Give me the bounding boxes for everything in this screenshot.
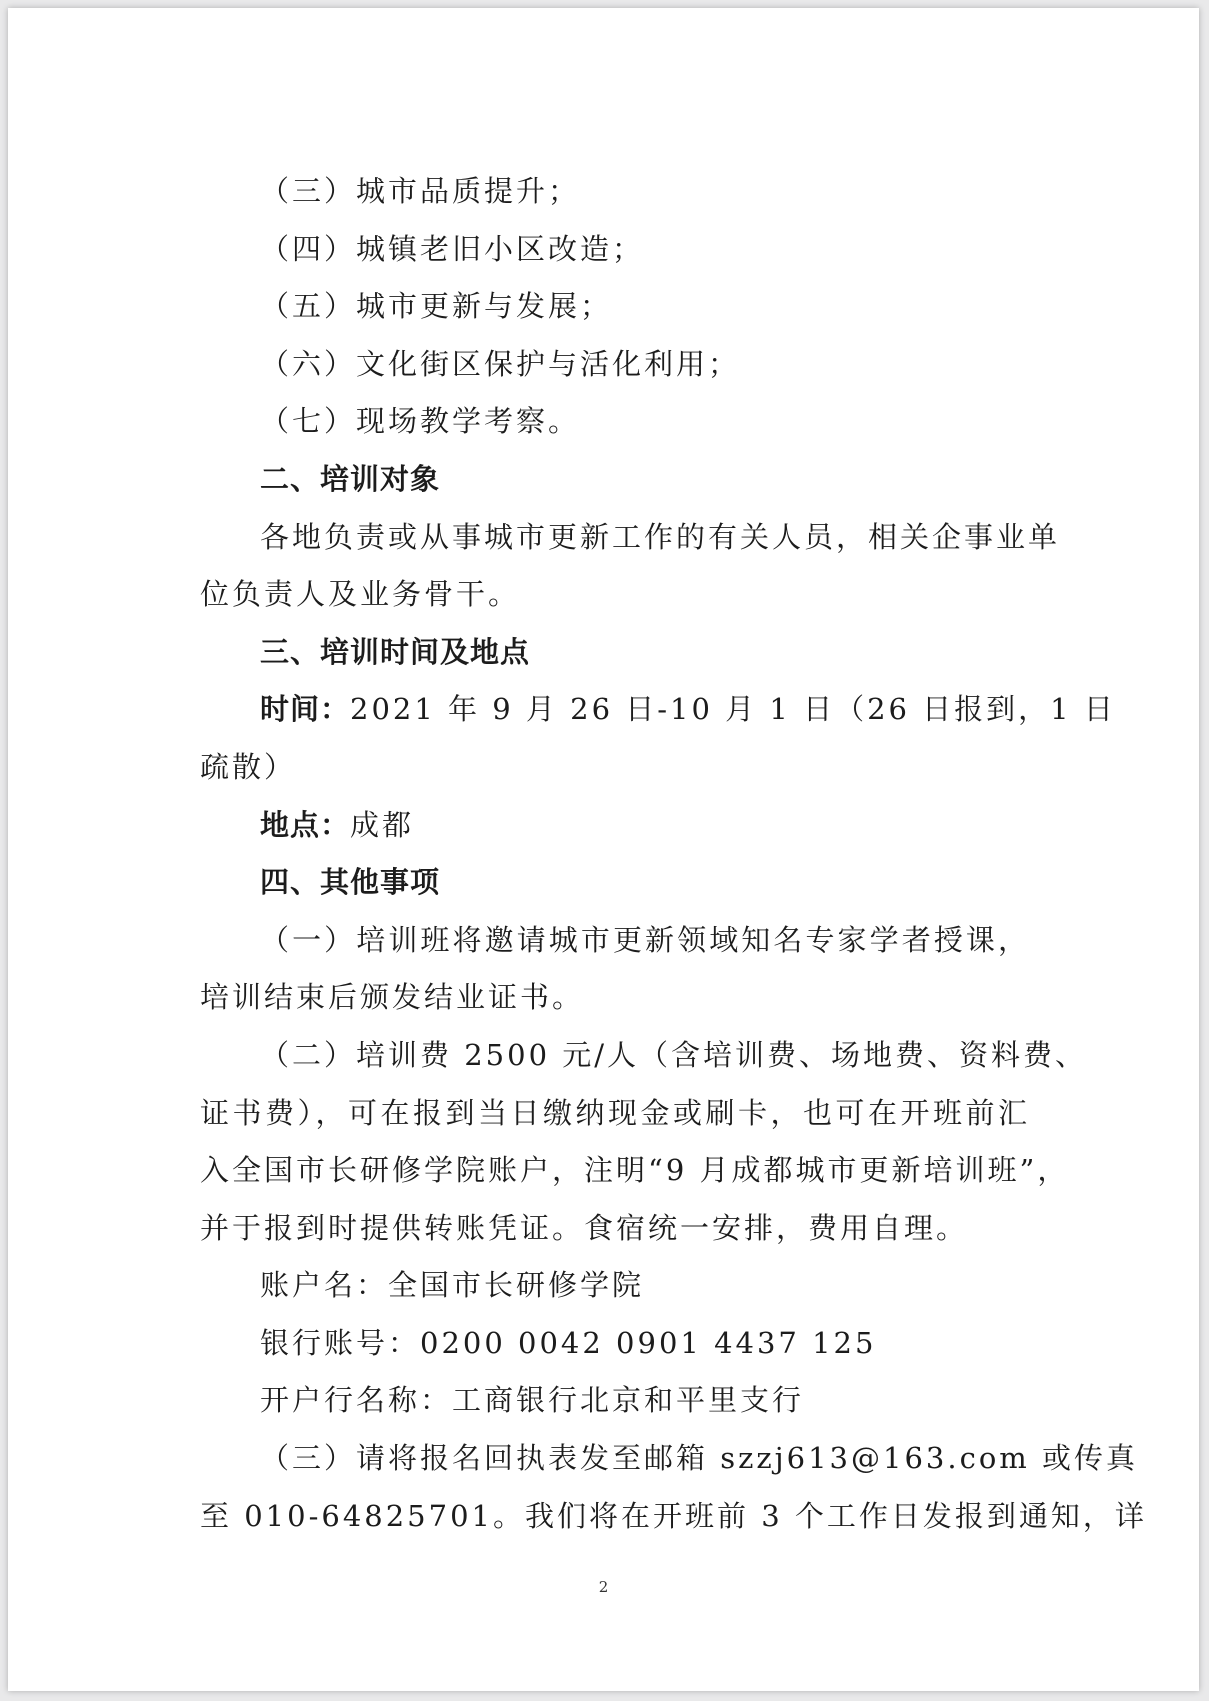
paragraph-line: 疏散） <box>200 749 297 784</box>
list-item: （六）文化街区保护与活化利用； <box>260 346 741 381</box>
paragraph-line: （二）培训费 2500 元/人（含培训费、场地费、资料费、 <box>260 1037 1088 1072</box>
document-body <box>200 163 1147 1545</box>
place-line <box>200 797 1030 855</box>
list-item: （三）城市品质提升； <box>260 174 581 208</box>
paragraph-line: 至 010-64825701。我们将在开班前 3 个工作日发报到通知，详 <box>200 1498 1147 1533</box>
time-label: 时间： <box>260 692 351 727</box>
place-value: 成都 <box>350 807 415 842</box>
paragraph-line: 各地负责或从事城市更新工作的有关人员，相关企事业单 <box>260 519 1061 554</box>
paragraph-line: （一）培训班将邀请城市更新领域知名专家学者授课， <box>260 922 1030 957</box>
paragraph-line: （三）请将报名回执表发至邮箱 szzj613@163.com 或传真 <box>260 1441 1138 1476</box>
section-heading-trainees: 二、培训对象 <box>260 461 441 496</box>
paragraph-line: 培训结束后颁发结业证书。 <box>200 980 585 1015</box>
section-heading-other: 四、其他事项 <box>260 865 441 900</box>
time-line <box>200 681 1116 739</box>
paragraph-line: 并于报到时提供转账凭证。食宿统一安排，费用自理。 <box>200 1210 969 1245</box>
bank-name: 开户行名称：工商银行北京和平里支行 <box>260 1383 805 1418</box>
paragraph-line: 入全国市长研修学院账户，注明“9 月成都城市更新培训班”， <box>200 1153 1070 1188</box>
place-label: 地点： <box>260 807 351 842</box>
account-name: 账户名：全国市长研修学院 <box>260 1268 645 1303</box>
document-page <box>8 8 1199 1691</box>
list-item: （七）现场教学考察。 <box>260 404 581 439</box>
time-value: 2021 年 9 月 26 日-10 月 1 日（26 日报到，1 日 <box>350 692 1116 727</box>
page-number: 2 <box>598 1578 609 1596</box>
list-item: （四）城镇老旧小区改造； <box>260 231 645 266</box>
paragraph-line: 位负责人及业务骨干。 <box>200 577 521 612</box>
paragraph-line: 证书费），可在报到当日缴纳现金或刷卡，也可在开班前汇 <box>200 1095 1030 1130</box>
list-item: （五）城市更新与发展； <box>260 289 613 324</box>
section-heading-time-place: 三、培训时间及地点 <box>260 634 531 669</box>
account-number: 银行账号：0200 0042 0901 4437 125 <box>260 1325 877 1360</box>
